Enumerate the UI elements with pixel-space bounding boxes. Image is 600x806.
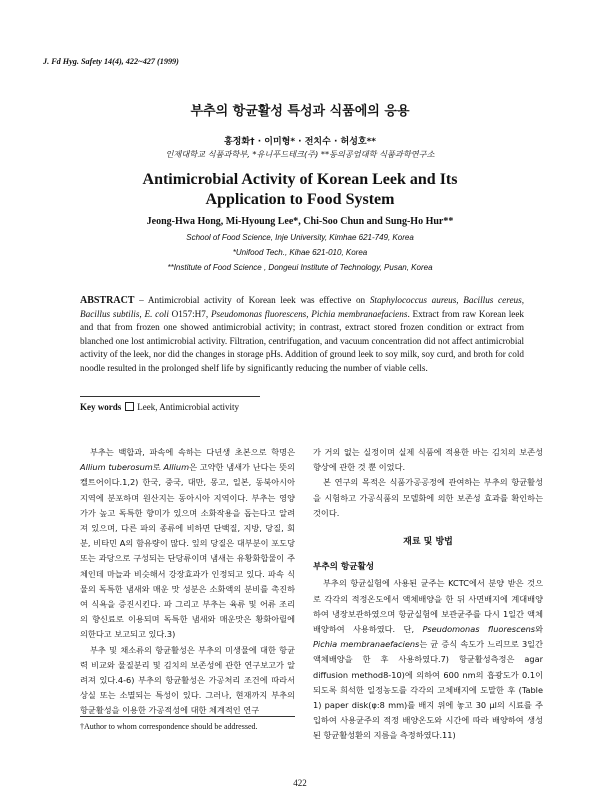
footnote-divider xyxy=(80,716,295,717)
korean-affiliations: 인제대학교 식품과학부, *유니푸드테크(주) **동의공업대학 식품과학연구소 xyxy=(165,149,435,159)
methods-latin-1: Pseudomonas fluorescens xyxy=(422,624,536,635)
left-column xyxy=(80,445,295,719)
english-affiliation-1: School of Food Science, Inje University, Kimhae 621-749, Korea xyxy=(186,233,414,242)
methods-text-b: 와 xyxy=(535,624,543,635)
english-title-line2: Application to Food System xyxy=(205,191,395,208)
abstract-text-3: . Extract from raw Korean leek and that from frozen one showed antimicrobial activity; in contrast, extract stored frozen condition or extract from blanched one lost antimicrobial activity. Filtration, centrifugation, and vacuum concentration did not affect antimicrobial activity of the leek, nor did the changes in storage pHs. Addition of ground leek to soy milk, soy curd, and broth for cold noodle resulted in the prolonged shelf life by significantly reducing the number of viable cells. xyxy=(80,308,525,373)
subsection-heading: 부추의 항균활성 xyxy=(313,562,375,573)
intro-paragraph-4: 본 연구의 목적은 식품가공공정에 관여하는 부추의 항균활성을 시험하고 가공식품의 모델화에 의한 보존성 효과를 확인하는 것이다. xyxy=(313,477,543,518)
keywords-label: Key words xyxy=(80,402,122,412)
english-affiliation-2: *Unifood Tech., Kihae 621-010, Korea xyxy=(232,248,368,257)
methods-latin-2: Pichia membranaefaciens xyxy=(313,639,420,650)
abstract-text-1: – Antimicrobial activity of Korean leek was effective on xyxy=(134,295,370,305)
keywords-divider xyxy=(80,396,260,397)
footnote: †Author to whom correspondence should be addressed. xyxy=(80,722,258,731)
keywords-text: Leek, Antimicrobial activity xyxy=(137,402,239,412)
intro-p1-latin-1: Allium tuberosum xyxy=(80,462,153,473)
abstract-organisms-1: Staphylococcus aureus, Bacillus cereus, Bacillus subtilis, E. coli xyxy=(80,295,524,319)
english-title-line1: Antimicrobial Activity of Korean Leek and Its xyxy=(142,171,458,188)
intro-paragraph-1 xyxy=(80,445,295,643)
abstract-text-2: O157:H7, xyxy=(168,308,211,319)
english-affiliation-3: **Institute of Food Science , Dongeui Institute of Technology, Pusan, Korea xyxy=(167,263,433,272)
intro-p1-text-c: 은 고약한 냄새가 난다는 뜻의 켈트어이다.1,2) 한국, 중국, 대만, 몽고, 일본, 동북아시아 지역에 분포하며 원산지는 동아시아 지역이다. 부추는 영양가가 높고 독특한 향미가 있으며 소화작용을 돕는다고 알려져 있으며, 다른 파의 종류에 비하면 단백질, 지방, 당질, 회분, 비타민 A의 함유량이 많다. 잎의 당질은 대부분이 포도당 또는 과당으로 구성되는 단당류이며 냄새는 유황화합물이 주체인데 마늘과 비슷해서 강장효과가 인정되고 있다. 파속 식물의 독특한 냄새와 매운 맛 성분은 소화액의 분비를 촉진하여 식욕을 증진시킨다. 파 그리고 부추는 육류 및 어류 조리의 향신료로 이용되며 독특한 냄새와 매운맛은 황화아릴에 의한다고 보고되고 있다.3) xyxy=(80,462,295,640)
checkbox-icon xyxy=(125,402,134,411)
english-title xyxy=(0,170,600,210)
korean-title: 부추의 항균활성 특성과 식품에의 응용 xyxy=(190,104,410,119)
abstract-label: ABSTRACT xyxy=(80,295,135,306)
intro-paragraph-3: 가 거의 없는 실정이며 실제 식품에 적용한 바는 김치의 보존성 향상에 관한 것 뿐 이었다. xyxy=(313,447,543,473)
right-column xyxy=(313,445,543,744)
english-authors: Jeong-Hwa Hong, Mi-Hyoung Lee*, Chi-Soo Chun and Sung-Ho Hur** xyxy=(146,216,454,227)
intro-p1-latin-2: Allium xyxy=(163,462,190,473)
abstract xyxy=(80,294,524,376)
keywords xyxy=(80,402,239,412)
intro-p1-text-b: 로 xyxy=(152,462,164,473)
journal-citation: J. Fd Hyg. Safety 14(4), 422~427 (1999) xyxy=(43,57,179,66)
methods-paragraph xyxy=(313,576,543,743)
methods-text-a: 부추의 항균실험에 사용된 균주는 KCTC에서 분양 받은 것으로 각각의 적정온도에서 액체배양을 한 뒤 사면배지에 계대배양하여 냉장보관하였으며 항균실험에 보관균주를 다시 1일간 액체배양하여 사용하였다. 단, xyxy=(313,578,543,635)
page-number: 422 xyxy=(293,778,307,788)
intro-p1-text-a: 부추는 백합과, 파속에 속하는 다년생 초본으로 학명은 xyxy=(90,447,295,457)
methods-text-c: 는 균 증식 속도가 느리므로 3일간 액체배양을 한 후 사용하였다.7) 항균활성측정은 agar diffusion method8-10)에 의하여 600 nm의 흡광도가 0.1이 되도록 희석한 일정농도를 각각의 고체배지에 도말한 후 (Table 1) paper disk(φ:8 mm)를 배지 위에 놓고 30 μl의 시료를 주입하여 사용균주의 적정 배양온도와 시간에 따라 배양하여 생성된 항균활성환의 지름을 측정하였다.11) xyxy=(313,639,543,741)
korean-authors: 홍정화† · 이미형* · 전치수 · 허성호** xyxy=(223,137,376,147)
section-heading: 재료 및 방법 xyxy=(403,537,453,548)
intro-paragraph-2: 부추 및 채소류의 항균활성은 부추의 미생물에 대한 항균력 비교와 물질분리 및 김치의 보존성에 관한 연구보고가 알려져 있다.4-6) 부추의 항균활성은 가공처리 조건에 따라서 상실 또는 소멸되는 특성이 있다. 그러나, 현재까지 부추의 항균활성을 이용한 가공적성에 대한 체계적인 연구 xyxy=(80,644,295,716)
abstract-organisms-2: Pseudomonas fluorescens, Pichia membranaefaciens xyxy=(210,308,408,319)
